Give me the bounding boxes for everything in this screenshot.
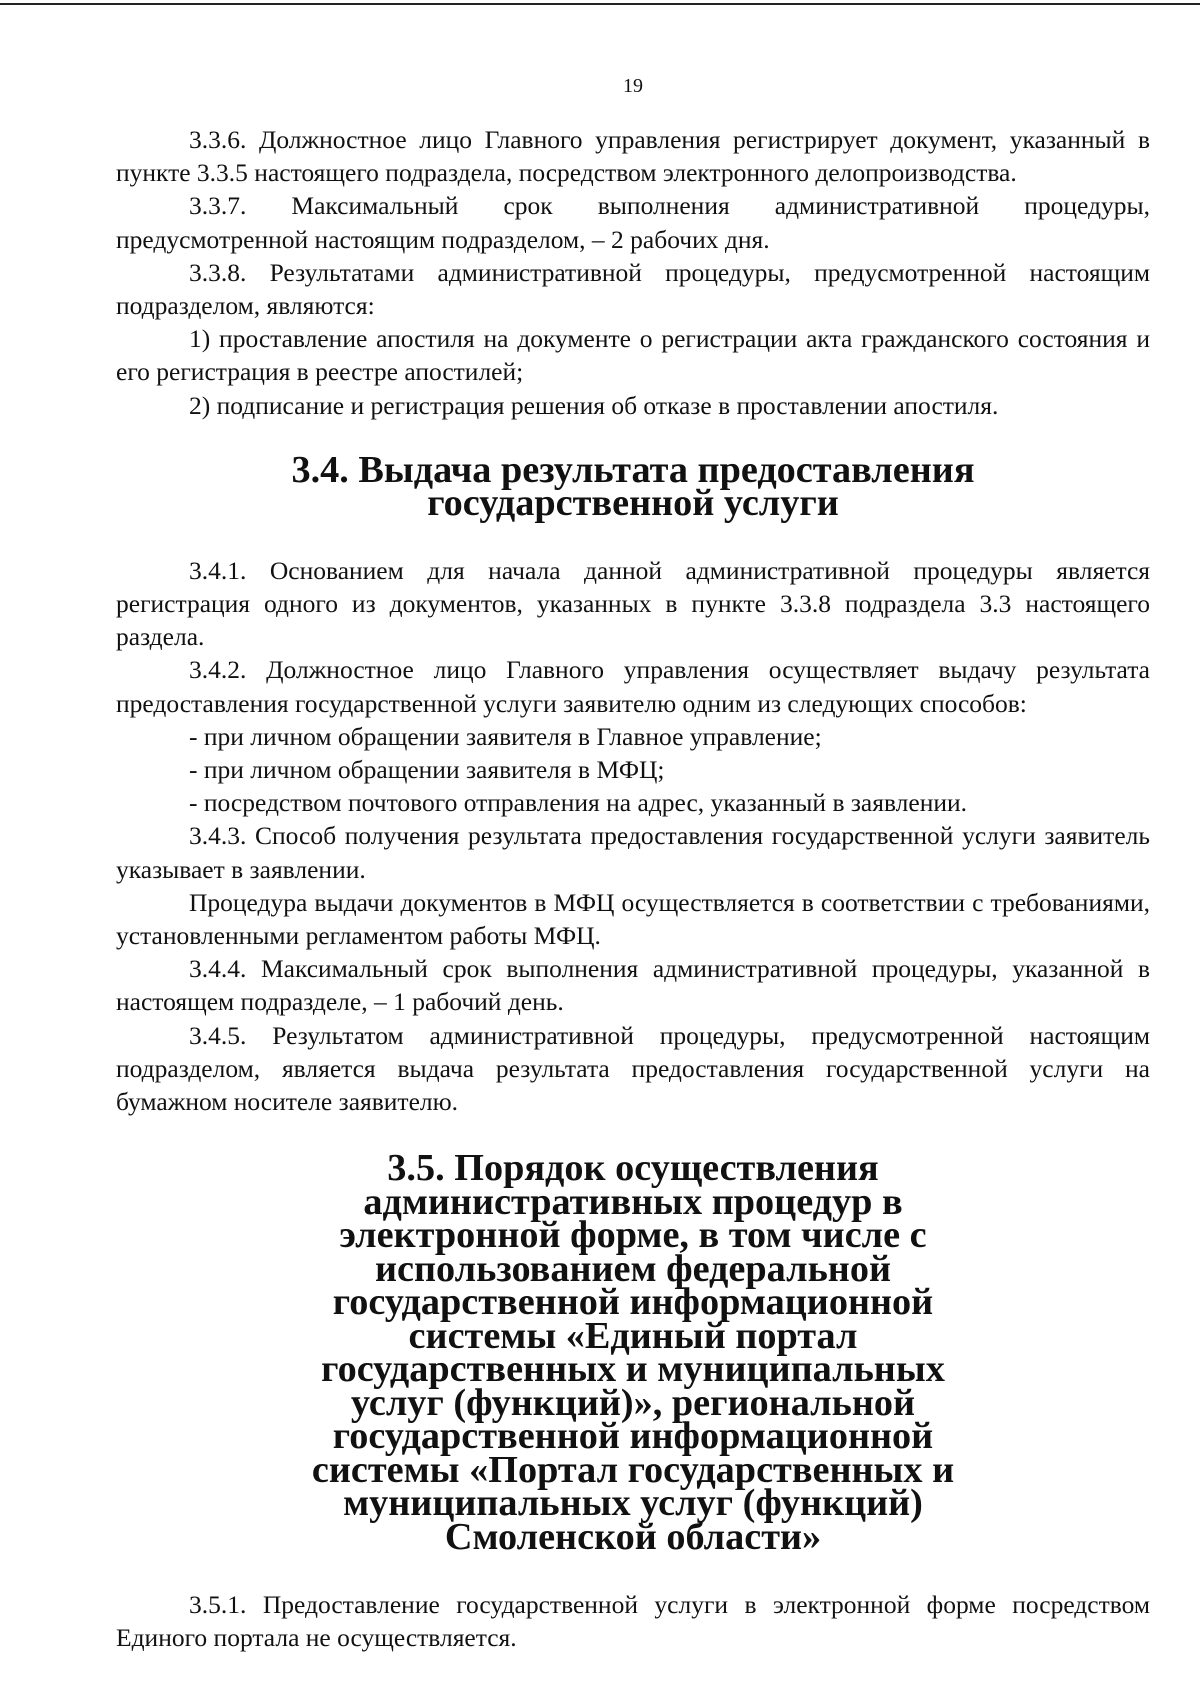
section-title-3-4-line1: 3.4. Выдача результата предоставления	[291, 448, 975, 491]
paragraph-3-4-3: 3.4.3. Способ получения результата предоставления государственной услуги заявитель указывает в заявлении.	[116, 821, 1150, 884]
list-item-2: 2) подписание и регистрация решения об отказе в проставлении апостиля.	[189, 390, 999, 420]
paragraph-3-5-1: 3.5.1. Предоставление государственной услуги в электронной форме посредством Единого портала не осуществляется.	[116, 1590, 1150, 1653]
paragraph-3-3-6: 3.3.6. Должностное лицо Главного управления регистрирует документ, указанный в пункте 3.3.5 настоящего подраздела, посредством электронного делопроизводства.	[116, 125, 1150, 188]
list-item-dash-3: - посредством почтового отправления на адрес, указанный в заявлении.	[189, 788, 968, 818]
page-number: 19	[623, 75, 643, 97]
paragraph-3-4-5: 3.4.5. Результатом административной процедуры, предусмотренной настоящим подразделом, является выдача результата предоставления государственной услуги на бумажном носителе заявителю.	[116, 1020, 1150, 1117]
paragraph-3-4-2: 3.4.2. Должностное лицо Главного управления осуществляет выдачу результата предоставления государственной услуги заявителю одним из следующих способов:	[116, 655, 1150, 718]
section-title-3-4-line2: государственной услуги	[427, 482, 839, 525]
paragraph-3-3-7: 3.3.7. Максимальный срок выполнения административной процедуры, предусмотренной настоящим подразделом, – 2 рабочих дня.	[116, 191, 1150, 254]
section-title-3-5: 3.5. Порядок осуществления административных процедур в электронной форме, в том числе с использованием федеральной государственной информационной системы «Единый портал государственных и муниципальных услуг (функций)», региональной государственной информационной системы «Портал государственных и муниципальных услуг (функций) Смоленской области»	[311, 1147, 955, 1558]
top-scan-border	[0, 3, 1200, 5]
paragraph-3-3-8: 3.3.8. Результатами административной процедуры, предусмотренной настоящим подразделом, являются:	[116, 257, 1150, 321]
paragraph-3-4-4: 3.4.4. Максимальный срок выполнения административной процедуры, указанной в настоящем подразделе, – 1 рабочий день.	[116, 954, 1150, 1017]
list-item-dash-1: - при личном обращении заявителя в Главное управление;	[189, 721, 822, 751]
paragraph-3-4-1: 3.4.1. Основанием для начала данной административной процедуры является регистрация одного из документов, указанных в пункте 3.3.8 подраздела 3.3 настоящего раздела.	[116, 555, 1150, 652]
list-item-dash-2: - при личном обращении заявителя в МФЦ;	[189, 755, 665, 785]
paragraph-mfc-procedure: Процедура выдачи документов в МФЦ осуществляется в соответствии с требованиями, установленными регламентом работы МФЦ.	[116, 887, 1150, 951]
document-body	[116, 123, 1150, 1655]
list-item-1: 1) проставление апостиля на документе о регистрации акта гражданского состояния и его регистрация в реестре апостилей;	[116, 324, 1150, 387]
section-title-3-4	[116, 448, 1150, 525]
